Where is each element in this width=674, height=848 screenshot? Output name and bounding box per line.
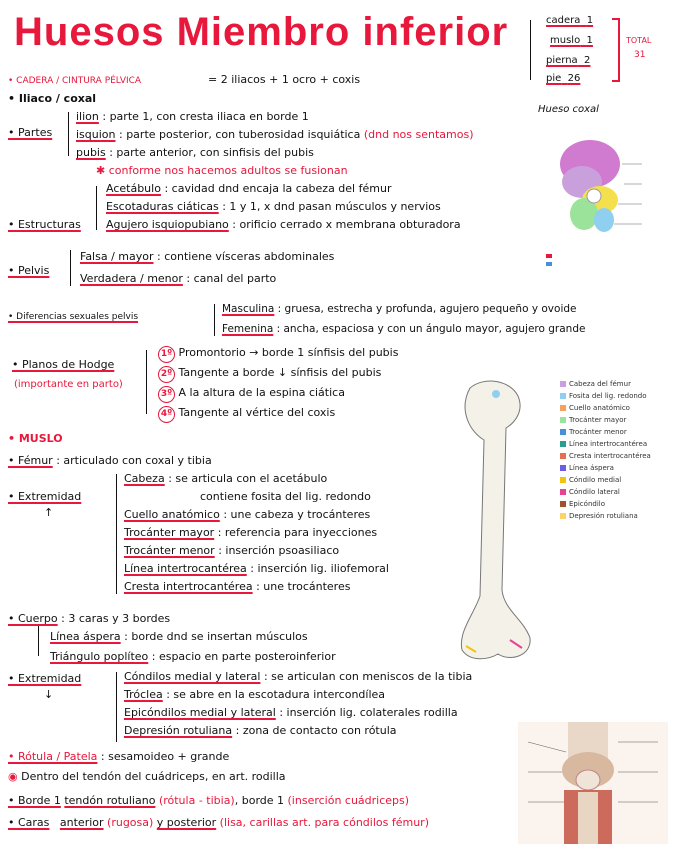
ext1-brace [116, 474, 117, 594]
ext2-depresion: Depresión rotuliana : zona de contacto con rótula [124, 724, 397, 737]
femur-legend-item: Epicóndilo [560, 498, 651, 510]
total-value: 31 [634, 50, 646, 60]
cuerpo-brace [38, 626, 39, 656]
plano-4: 4º Tangente al vértice del coxis [158, 406, 335, 423]
iliaco-heading: • Iliaco / coxal [8, 92, 97, 105]
estructuras-brace [96, 186, 97, 230]
femur-legend-item: Línea áspera [560, 462, 651, 474]
planos-label: • Planos de Hodge [12, 358, 115, 371]
plano-2: 2º Tangente a borde ↓ sínfisis del pubis [158, 366, 381, 383]
cadera-formula: = 2 iliacos + 1 ocro + coxis [208, 73, 361, 86]
ext1-linea: Línea intertrocantérea : inserción lig. iliofemoral [124, 562, 389, 575]
plano-3: 3º A la altura de la espina ciática [158, 386, 345, 403]
ext1-trocanter-menor: Trocánter menor : inserción psoasiliaco [124, 544, 340, 557]
planos-note: (importante en parto) [14, 379, 123, 390]
femur-legend-item: Cuello anatómico [560, 402, 651, 414]
parte-isquion: isquion : parte posterior, con tuberosidad isquiática (dnd nos sentamos) [76, 128, 474, 141]
estructura-agujero: Agujero isquiopubiano : orificio cerrado x membrana obturadora [106, 218, 461, 231]
ext2-condilos: Cóndilos medial y lateral : se articulan con meniscos de la tibia [124, 670, 473, 683]
knee-joint-illustration [518, 722, 668, 844]
knee-figure [518, 722, 668, 844]
femur-figure [440, 370, 670, 670]
ext1-trocanter-mayor: Trocánter mayor : referencia para inyecciones [124, 526, 378, 539]
ext1-fosita: contiene fosita del lig. redondo [200, 490, 371, 503]
pelvis-falsa: Falsa / mayor : contiene vísceras abdominales [80, 250, 335, 263]
cadera-heading: • CADERA / CINTURA PÉLVICA [8, 76, 142, 86]
pelvis-figure [532, 104, 664, 280]
cuerpo-linea: Línea áspera : borde dnd se insertan músculos [50, 630, 308, 643]
count-pie: pie 26 [546, 73, 581, 84]
femur-legend-item: Cabeza del fémur [560, 378, 651, 390]
pelvis-label: • Pelvis [8, 264, 50, 277]
coxal-bone-illustration [532, 104, 664, 280]
estructuras-label: • Estructuras [8, 218, 81, 231]
count-pierna: pierna 2 [546, 55, 591, 66]
femur-legend-item: Cóndilo lateral [560, 486, 651, 498]
femur-legend-item: Trocánter menor [560, 426, 651, 438]
ext2-label: • Extremidad [8, 672, 82, 685]
pelvis-verdadera: Verdadera / menor : canal del parto [80, 272, 277, 285]
estructura-acetabulo: Acetábulo : cavidad dnd encaja la cabeza del fémur [106, 182, 392, 195]
header-brace [530, 20, 531, 80]
total-label: TOTAL [626, 36, 652, 45]
ext2-epicondilos: Epicóndilos medial y lateral : inserción lig. colaterales rodilla [124, 706, 458, 719]
ext1-cabeza: Cabeza : se articula con el acetábulo [124, 472, 328, 485]
cuerpo-row: • Cuerpo : 3 caras y 3 bordes [8, 612, 171, 625]
femur-legend [560, 378, 651, 522]
bordes-row: • Borde 1 tendón rotuliano (rótula - tibia), borde 1 (inserción cuádriceps) [8, 794, 410, 807]
diferencias-brace [214, 304, 215, 336]
femur-bone-illustration [440, 370, 560, 670]
femur-legend-item: Depresión rotuliana [560, 510, 651, 522]
page-title: Huesos Miembro inferior [14, 10, 509, 54]
femur-legend-item: Cresta intertrocantérea [560, 450, 651, 462]
diferencia-masculina: Masculina : gruesa, estrecha y profunda, agujero pequeño y ovoide [222, 303, 577, 315]
planos-brace [146, 350, 147, 414]
cuerpo-triangulo: Triángulo poplíteo : espacio en parte posteroinferior [50, 650, 336, 663]
ext2-troclea: Tróclea : se abre en la escotadura intercondílea [124, 688, 386, 701]
count-cadera: cadera 1 [546, 15, 594, 26]
pelvis-figure-title: Hueso coxal [538, 104, 599, 115]
ext1-cuello: Cuello anatómico : une cabeza y trocánteres [124, 508, 371, 521]
diferencias-label: • Diferencias sexuales pelvis [8, 312, 139, 322]
ext2-brace [116, 672, 117, 742]
muslo-heading: • MUSLO [8, 432, 63, 445]
ext1-cresta: Cresta intertrocantérea : une trocánteres [124, 580, 351, 593]
caras-row: • Caras anterior (rugosa) y posterior (lisa, carillas art. para cóndilos fémur) [8, 816, 429, 829]
pelvis-brace [70, 250, 71, 286]
parte-ilion: ilion : parte 1, con cresta iliaca en borde 1 [76, 110, 309, 123]
rotula-note: ◉ Dentro del tendón del cuádriceps, en art. rodilla [8, 770, 286, 783]
ext1-label: • Extremidad [8, 490, 82, 503]
femur-legend-item: Cóndilo medial [560, 474, 651, 486]
partes-brace [68, 112, 69, 156]
femur-row: • Fémur : articulado con coxal y tibia [8, 454, 212, 467]
femur-legend-item: Fosita del lig. redondo [560, 390, 651, 402]
estructura-escotaduras: Escotaduras ciáticas : 1 y 1, x dnd pasan músculos y nervios [106, 200, 441, 213]
parte-pubis: pubis : parte anterior, con sinfisis del pubis [76, 146, 314, 159]
femur-legend-item: Línea intertrocantérea [560, 438, 651, 450]
total-bracket [612, 18, 620, 82]
ext2-arrow: ↓ [44, 688, 54, 701]
rotula-row: • Rótula / Patela : sesamoideo + grande [8, 750, 230, 763]
count-muslo: muslo 1 [550, 35, 593, 46]
diferencia-femenina: Femenina : ancha, espaciosa y con un ángulo mayor, agujero grande [222, 323, 586, 335]
pin-icon: ◉ [8, 770, 18, 783]
plano-1: 1º Promontorio → borde 1 sínfisis del pubis [158, 346, 398, 363]
femur-legend-item: Trocánter mayor [560, 414, 651, 426]
partes-label: • Partes [8, 126, 53, 139]
ext1-arrow: ↑ [44, 506, 54, 519]
partes-note: ✱ conforme nos hacemos adultos se fusionan [96, 164, 348, 177]
